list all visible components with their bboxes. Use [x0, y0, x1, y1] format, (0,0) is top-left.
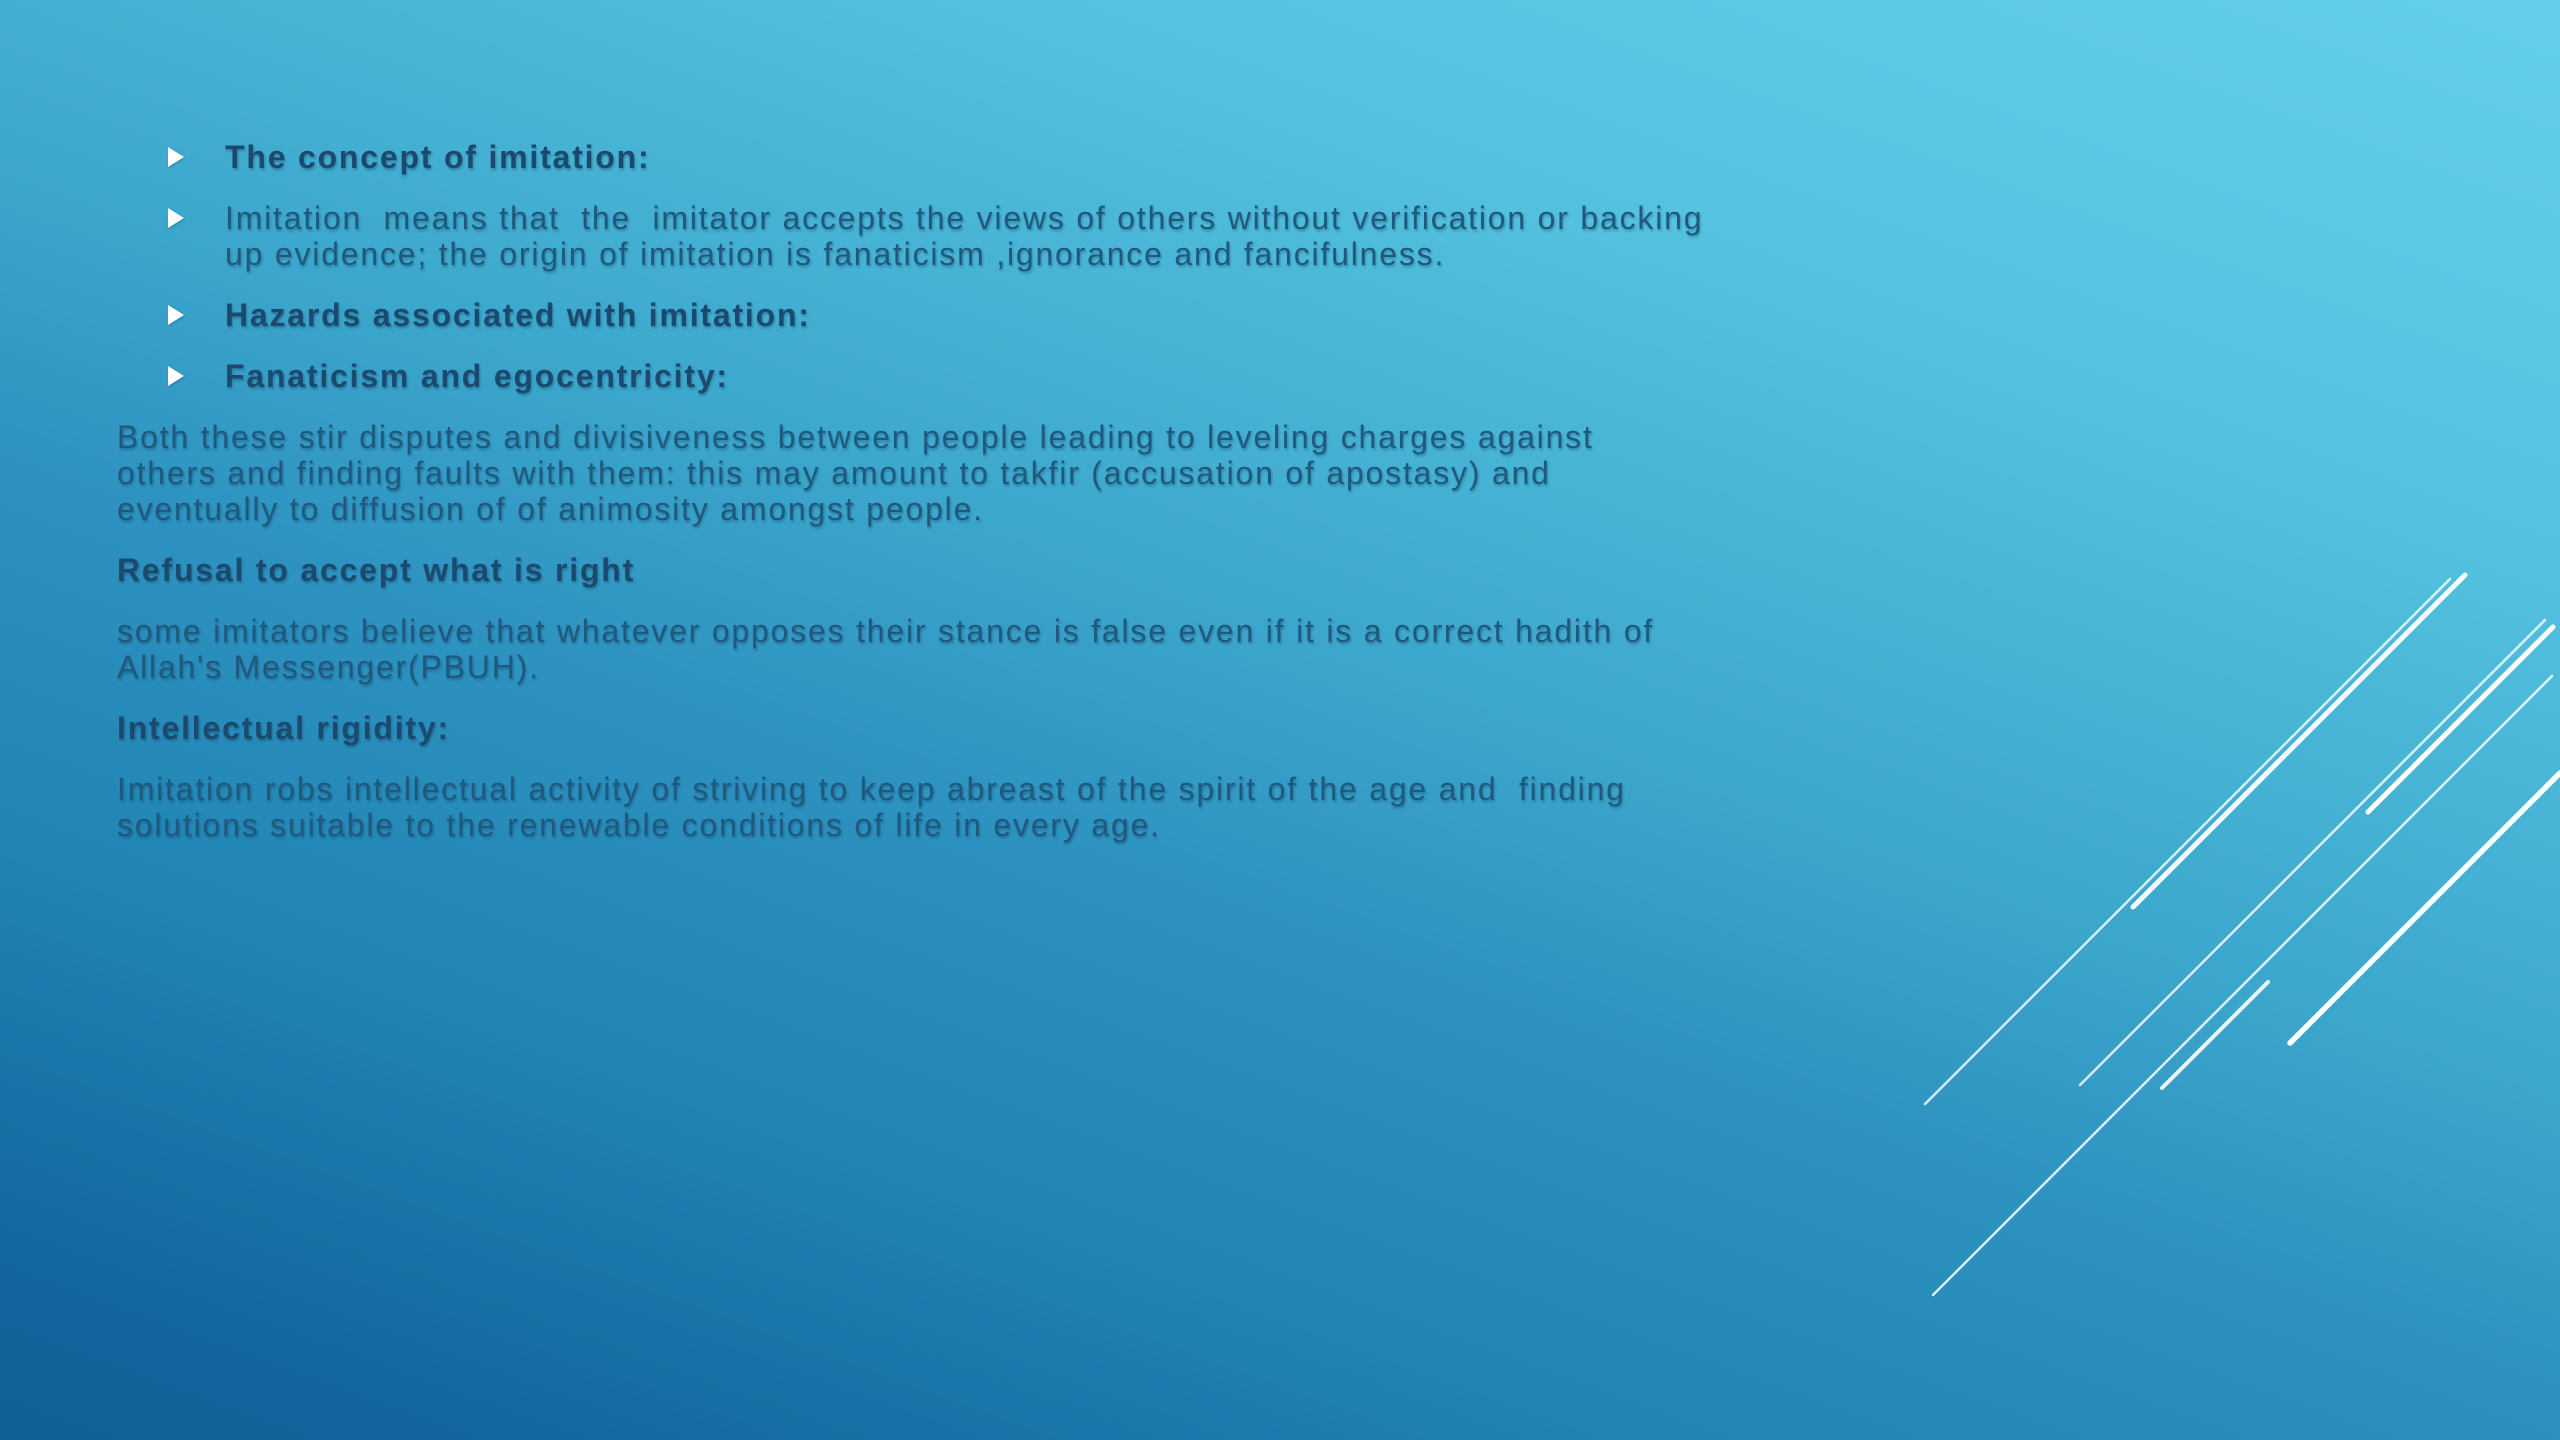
text-line: Intellectual rigidity: — [117, 710, 450, 746]
bullet-arrow-icon — [168, 147, 184, 167]
paragraph — [117, 613, 1877, 685]
text-block — [117, 613, 1877, 685]
bullet-item — [168, 200, 1877, 272]
bullet-item — [168, 297, 1877, 333]
decor-line — [1933, 676, 2552, 1295]
text-block — [225, 139, 1877, 175]
bullet-item — [168, 139, 1877, 175]
text-line: solutions suitable to the renewable conditions of life in every age. — [117, 807, 1161, 843]
paragraph — [117, 771, 1877, 843]
text-line: others and finding faults with them: this may amount to takfir (accusation of apostasy) and — [117, 455, 1551, 491]
section-heading — [117, 710, 1877, 746]
text-block — [225, 200, 1877, 272]
text-line: Fanaticism and egocentricity: — [225, 358, 729, 394]
decor-line — [2290, 773, 2560, 1043]
text-block — [225, 297, 1877, 333]
text-line: Hazards associated with imitation: — [225, 297, 811, 333]
text-line: Both these stir disputes and divisiveness between people leading to leveling charges against — [117, 419, 1594, 455]
bullet-item — [168, 358, 1877, 394]
paragraph — [117, 419, 1877, 527]
text-line: eventually to diffusion of of animosity amongst people. — [117, 491, 984, 527]
bullet-arrow-icon — [168, 305, 184, 325]
decor-line — [2162, 982, 2268, 1088]
section-heading — [117, 552, 1877, 588]
bullet-arrow-icon — [168, 366, 184, 386]
text-line: Refusal to accept what is right — [117, 552, 636, 588]
text-line: some imitators believe that whatever opposes their stance is false even if it is a correct hadith of — [117, 613, 1655, 649]
bullet-arrow-icon — [168, 208, 184, 228]
decor-line — [2368, 627, 2553, 812]
decor-line — [2133, 575, 2465, 907]
text-line: up evidence; the origin of imitation is fanaticism ,ignorance and fancifulness. — [225, 236, 1446, 272]
text-block — [117, 710, 1877, 746]
text-block — [117, 771, 1877, 843]
text-line: Imitation robs intellectual activity of striving to keep abreast of the spirit of the age and finding — [117, 771, 1626, 807]
text-block — [117, 552, 1877, 588]
slide-text — [117, 139, 1877, 868]
text-block — [117, 419, 1877, 527]
text-line: Imitation means that the imitator accepts the views of others without verification or backing — [225, 200, 1704, 236]
decor-line — [1925, 579, 2450, 1104]
decor-line — [2080, 620, 2545, 1085]
text-line: The concept of imitation: — [225, 139, 651, 175]
text-block — [225, 358, 1877, 394]
text-line: Allah's Messenger(PBUH). — [117, 649, 540, 685]
